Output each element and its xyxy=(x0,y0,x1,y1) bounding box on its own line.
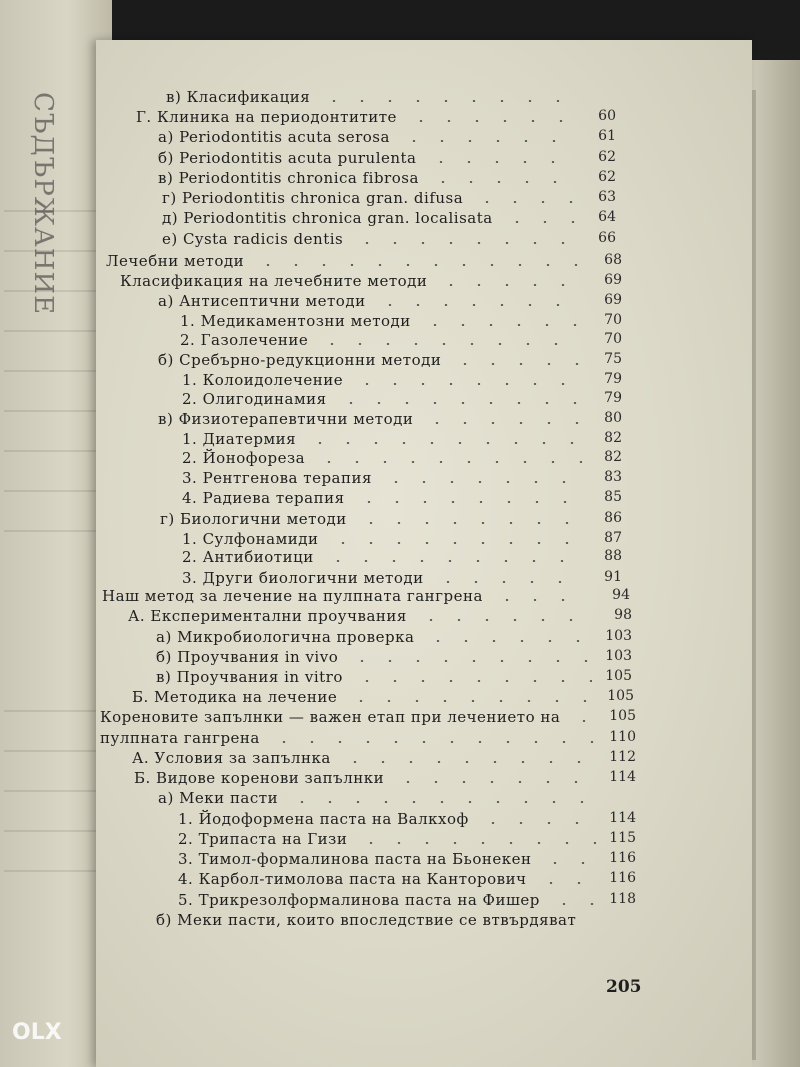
toc-entry-page: 69 xyxy=(604,272,622,288)
toc-entry-page: 94 xyxy=(612,587,630,603)
toc-entry-title: Кореновите запълнки — важен етап при лечението на xyxy=(100,708,561,726)
ghost-line xyxy=(4,210,104,212)
table-of-contents xyxy=(96,40,752,1067)
previous-page-header: СЪДЪРЖАНИЕ xyxy=(28,92,58,316)
toc-entry-page: 80 xyxy=(604,410,622,426)
leader-dots xyxy=(347,700,594,702)
toc-entry-title: 2. Йонофореза xyxy=(182,449,306,467)
toc-entry-title: а) Микробиологична проверка xyxy=(156,628,415,646)
toc-page xyxy=(96,40,752,1067)
leader-dots xyxy=(376,304,582,306)
ghost-line xyxy=(4,330,104,332)
toc-entry-page: 114 xyxy=(609,810,636,826)
toc-entry xyxy=(178,870,636,892)
toc-entry-title: а) Periodontitis acuta serosa xyxy=(158,128,390,146)
toc-entry-page: 115 xyxy=(609,830,636,846)
toc-entry-page: 79 xyxy=(604,390,622,406)
toc-entry-title: Наш метод за лечение на пулпната гангрена xyxy=(102,587,483,605)
ghost-line xyxy=(4,750,104,752)
toc-entry-page: 64 xyxy=(598,209,616,225)
toc-entry-title: пулпната гангрена xyxy=(100,729,260,747)
toc-entry-page: 75 xyxy=(604,351,622,367)
toc-entry-title: 2. Газолечение xyxy=(180,331,309,349)
ghost-line xyxy=(4,710,104,712)
toc-entry xyxy=(156,628,632,650)
toc-entry-title: 1. Сулфонамиди xyxy=(182,530,319,548)
toc-entry-page: 91 xyxy=(604,569,622,585)
page-number: 205 xyxy=(606,977,642,997)
toc-entry xyxy=(158,410,622,432)
toc-entry-page: 105 xyxy=(607,688,634,704)
leader-dots xyxy=(270,741,596,743)
toc-entry-title: 1. Йодоформена паста на Валкхоф xyxy=(178,810,469,828)
toc-entry-page: 88 xyxy=(604,548,622,564)
toc-entry-title: Б. Видове коренови запълнки xyxy=(134,769,385,787)
toc-entry-title: 4. Радиева терапия xyxy=(182,489,345,507)
toc-entry-title: Лечебни методи xyxy=(106,252,245,270)
toc-entry xyxy=(156,648,632,670)
toc-entry-page: 85 xyxy=(604,489,622,505)
toc-entry-page: 63 xyxy=(598,189,616,205)
toc-entry-title: Б. Методика на лечение xyxy=(132,688,338,706)
toc-entry xyxy=(178,850,636,872)
toc-entry-page: 70 xyxy=(604,312,622,328)
toc-entry xyxy=(182,449,622,471)
ghost-line xyxy=(4,490,104,492)
toc-entry-page: 86 xyxy=(604,510,622,526)
toc-entry-title: 4. Карбол-тимолова паста на Канторович xyxy=(178,870,527,888)
toc-entry xyxy=(178,830,636,852)
leader-dots xyxy=(324,560,582,562)
leader-dots xyxy=(407,120,576,122)
toc-entry-page: 98 xyxy=(614,607,632,623)
leader-dots xyxy=(320,100,576,102)
toc-entry-title: д) Periodontitis chronica gran. localisata xyxy=(162,209,493,227)
toc-entry-page: 68 xyxy=(604,252,622,268)
toc-entry-title: 5. Трикрезолформалинова паста на Фишер xyxy=(178,891,540,909)
leader-dots xyxy=(423,422,582,424)
toc-entry-page: 62 xyxy=(598,149,616,165)
toc-entry-title: б) Проучвания in vivo xyxy=(156,648,339,666)
toc-entry xyxy=(158,351,622,373)
toc-entry-page: 60 xyxy=(598,108,616,124)
toc-entry xyxy=(158,789,636,811)
toc-entry xyxy=(102,587,630,609)
toc-entry-page: 61 xyxy=(598,128,616,144)
leader-dots xyxy=(355,501,582,503)
ghost-line xyxy=(4,870,104,872)
toc-entry-title: 2. Трипаста на Гизи xyxy=(178,830,348,848)
toc-entry-page: 112 xyxy=(609,749,636,765)
toc-entry xyxy=(158,292,622,314)
toc-entry-page: 110 xyxy=(609,729,636,745)
leader-dots xyxy=(353,242,576,244)
leader-dots xyxy=(288,801,596,803)
toc-entry xyxy=(120,272,622,294)
leader-dots xyxy=(424,640,592,642)
toc-entry-page: 116 xyxy=(609,850,636,866)
toc-entry xyxy=(156,911,636,933)
watermark-logo: OLX xyxy=(12,1020,62,1045)
toc-entry-title: 2. Олигодинамия xyxy=(182,390,327,408)
toc-entry-title: А. Условия за запълнка xyxy=(132,749,331,767)
toc-entry xyxy=(158,149,616,171)
toc-entry-page: 105 xyxy=(605,668,632,684)
toc-entry-page: 66 xyxy=(598,230,616,246)
leader-dots xyxy=(337,402,582,404)
leader-dots xyxy=(427,161,576,163)
toc-entry-title: в) Periodontitis chronica fibrosa xyxy=(158,169,419,187)
toc-entry xyxy=(158,128,616,150)
ghost-line xyxy=(4,830,104,832)
toc-entry xyxy=(134,769,636,791)
leader-dots xyxy=(437,284,582,286)
toc-entry-title: а) Антисептични методи xyxy=(158,292,366,310)
toc-entry-title: а) Меки пасти xyxy=(158,789,279,807)
ghost-line xyxy=(4,530,104,532)
toc-entry-title: в) Класификация xyxy=(166,88,311,106)
toc-entry xyxy=(182,489,622,511)
toc-entry-title: 1. Медикаментозни методи xyxy=(180,312,411,330)
toc-entry-title: б) Сребърно-редукционни методи xyxy=(158,351,442,369)
toc-entry-page: 118 xyxy=(609,891,636,907)
leader-dots xyxy=(434,581,582,583)
leader-dots xyxy=(306,442,582,444)
toc-entry-page: 103 xyxy=(605,628,632,644)
toc-entry-title: б) Меки пасти, които впоследствие се втвърдяват xyxy=(156,911,577,929)
toc-entry-page: 87 xyxy=(604,530,622,546)
toc-entry-page: 116 xyxy=(609,870,636,886)
leader-dots xyxy=(329,542,582,544)
toc-entry xyxy=(180,331,622,353)
toc-entry xyxy=(182,548,622,570)
toc-entry xyxy=(100,729,636,751)
toc-entry xyxy=(182,469,622,491)
leader-dots xyxy=(586,923,596,925)
leader-dots xyxy=(394,781,596,783)
toc-entry-page: 82 xyxy=(604,430,622,446)
ghost-line xyxy=(4,370,104,372)
toc-entry-title: б) Periodontitis acuta purulenta xyxy=(158,149,417,167)
toc-entry-title: 1. Диатермия xyxy=(182,430,297,448)
leader-dots xyxy=(318,343,582,345)
ghost-line xyxy=(4,450,104,452)
leader-dots xyxy=(357,522,582,524)
toc-entry xyxy=(132,688,634,710)
toc-entry xyxy=(100,708,636,730)
toc-entry xyxy=(162,209,616,231)
leader-dots xyxy=(353,680,592,682)
leader-dots xyxy=(429,181,576,183)
toc-entry xyxy=(136,108,616,130)
leader-dots xyxy=(254,264,582,266)
ghost-line xyxy=(4,790,104,792)
toc-entry-title: 3. Тимол-формалинова паста на Бьонекен xyxy=(178,850,532,868)
toc-entry-title: Г. Клиника на периодонтитите xyxy=(136,108,397,126)
toc-entry-title: г) Биологични методи xyxy=(160,510,347,528)
ghost-line xyxy=(4,290,104,292)
leader-dots xyxy=(341,761,596,763)
toc-entry-title: е) Cysta radicis dentis xyxy=(162,230,344,248)
leader-dots xyxy=(315,461,582,463)
toc-entry xyxy=(158,169,616,191)
toc-entry-page: 62 xyxy=(598,169,616,185)
toc-entry-title: 3. Други биологични методи xyxy=(182,569,424,587)
toc-entry-title: в) Физиотерапевтични методи xyxy=(158,410,414,428)
toc-entry xyxy=(162,189,616,211)
ghost-line xyxy=(4,410,104,412)
toc-entry-page: 79 xyxy=(604,371,622,387)
toc-entry-page: 70 xyxy=(604,331,622,347)
leader-dots xyxy=(348,660,592,662)
toc-entry-title: г) Periodontitis chronica gran. difusa xyxy=(162,189,464,207)
toc-entry xyxy=(106,252,622,274)
toc-entry xyxy=(132,749,636,771)
toc-entry xyxy=(182,390,622,412)
leader-dots xyxy=(357,842,596,844)
toc-entry-title: А. Експериментални проучвания xyxy=(128,607,407,625)
toc-entry-page: 82 xyxy=(604,449,622,465)
leader-dots xyxy=(421,324,582,326)
toc-entry-page: 69 xyxy=(604,292,622,308)
toc-entry xyxy=(178,810,636,832)
toc-entry-page: 114 xyxy=(609,769,636,785)
leader-dots xyxy=(417,619,592,621)
toc-entry xyxy=(178,891,636,913)
leader-dots xyxy=(382,481,582,483)
toc-entry xyxy=(160,510,622,532)
toc-entry-title: в) Проучвания in vitro xyxy=(156,668,343,686)
toc-entry-title: 2. Антибиотици xyxy=(182,548,314,566)
toc-entry-page: 83 xyxy=(604,469,622,485)
toc-entry xyxy=(166,88,616,110)
toc-entry xyxy=(162,230,616,252)
toc-entry xyxy=(128,607,632,629)
toc-entry-title: 1. Колоидолечение xyxy=(182,371,344,389)
leader-dots xyxy=(353,383,582,385)
toc-entry-title: 3. Рентгенова терапия xyxy=(182,469,372,487)
page-stack-line xyxy=(752,90,756,1060)
toc-entry-page: 103 xyxy=(605,648,632,664)
toc-entry xyxy=(156,668,632,690)
toc-entry-page: 105 xyxy=(609,708,636,724)
ghost-line xyxy=(4,250,104,252)
toc-entry-title: Класификация на лечебните методи xyxy=(120,272,428,290)
leader-dots xyxy=(400,140,576,142)
